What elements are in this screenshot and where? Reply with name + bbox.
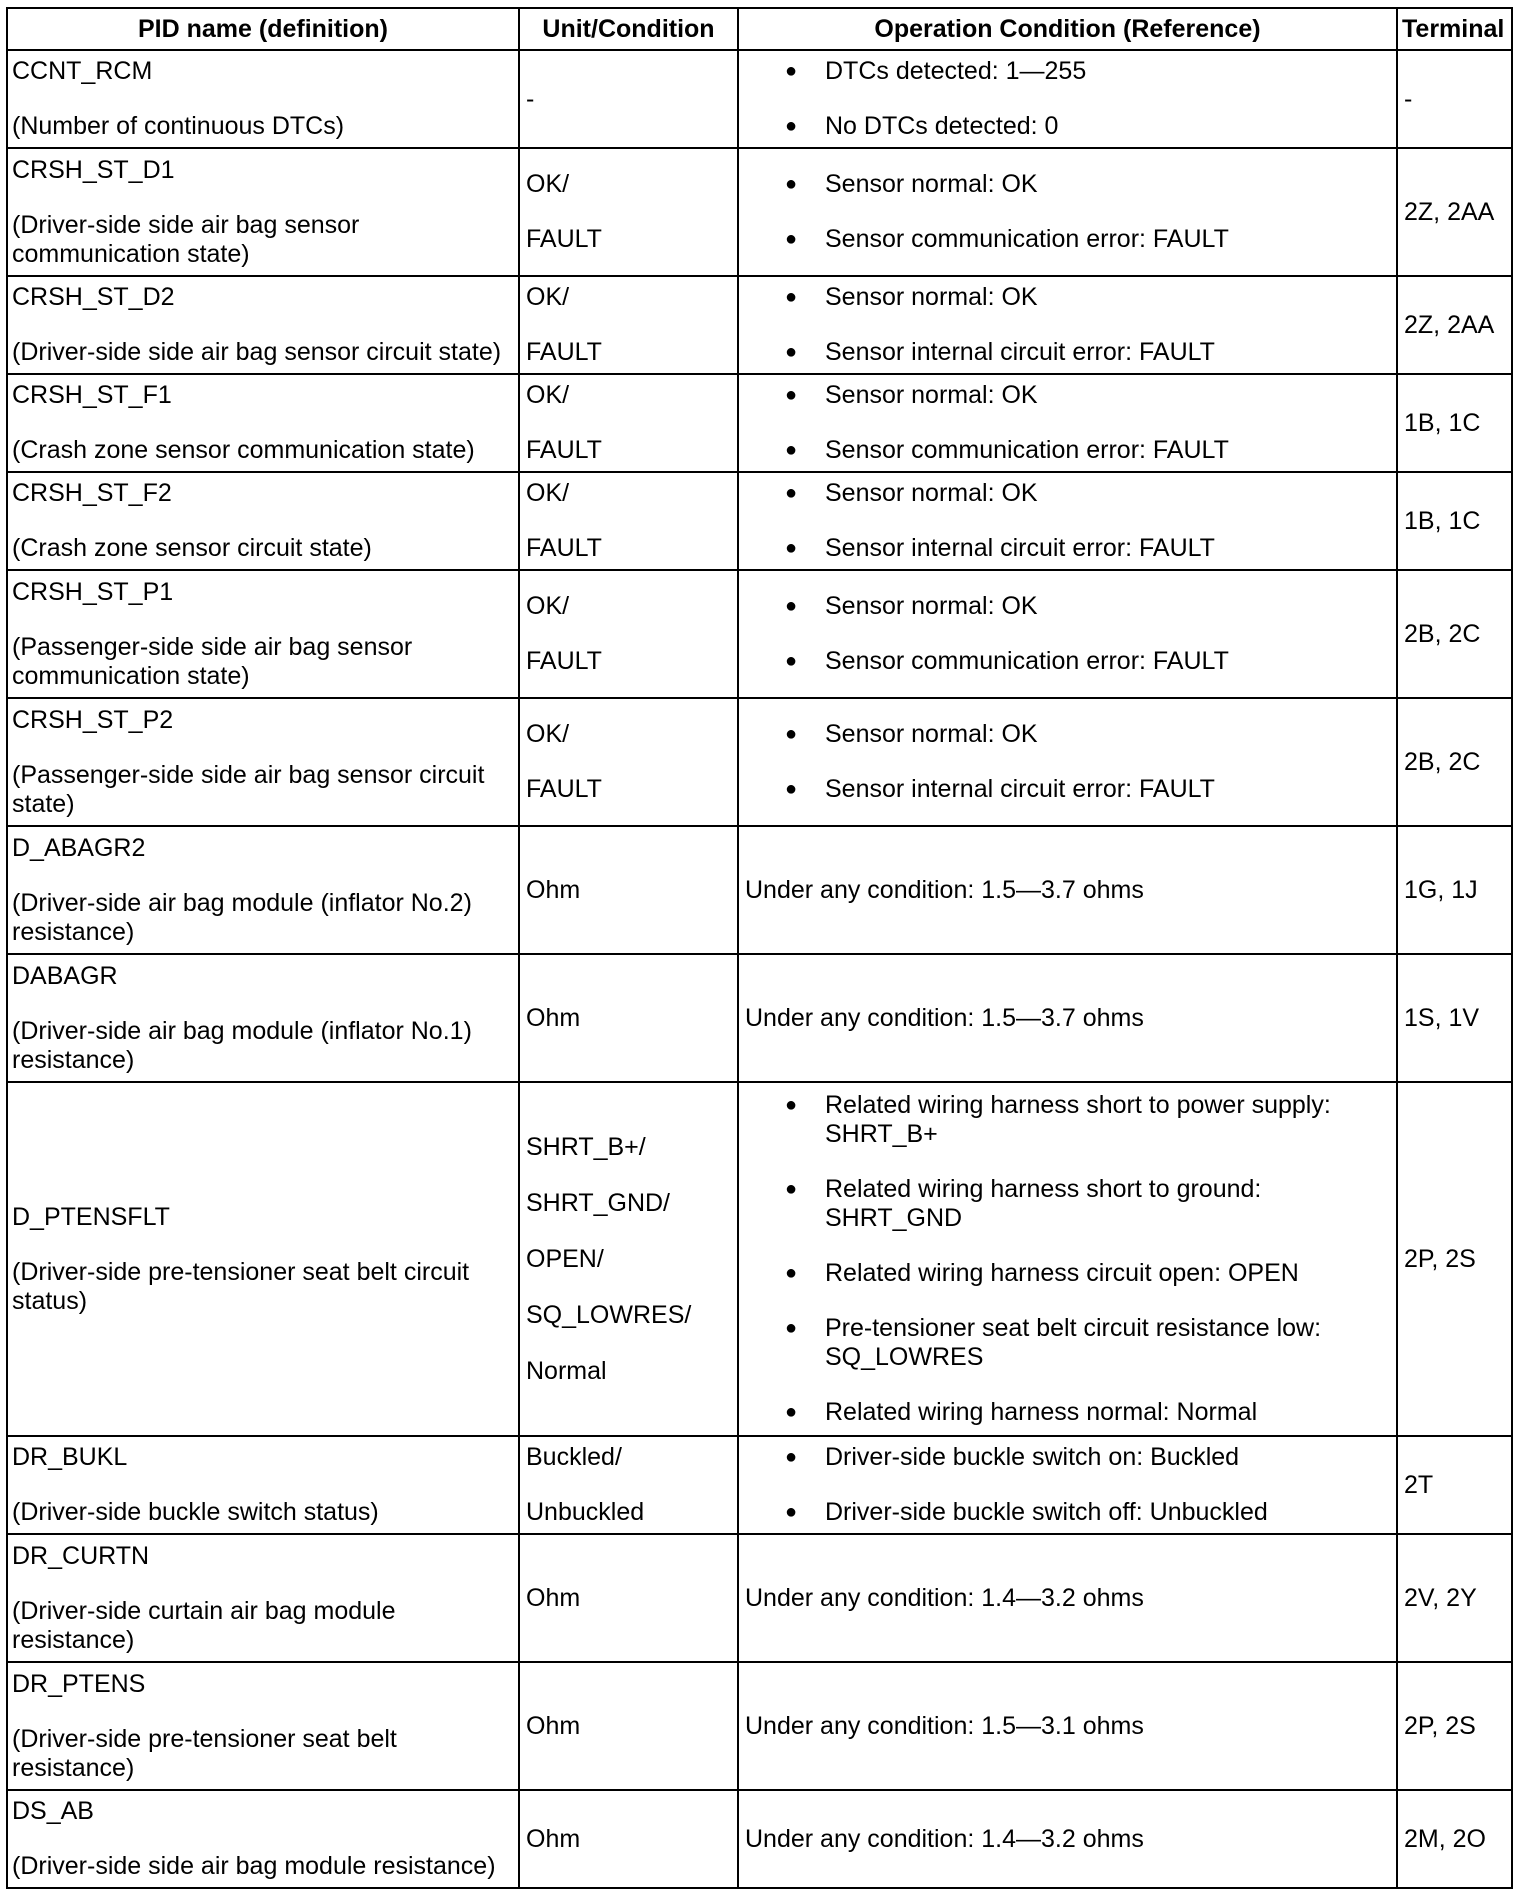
pid-definition: (Crash zone sensor circuit state): [12, 534, 372, 562]
operation-item: ● DTCs detected: 1—255: [785, 57, 1390, 86]
pid-cell: [7, 1436, 519, 1534]
operation-cell: [738, 954, 1397, 1082]
operation-cell: [738, 472, 1397, 570]
operation-item: ● Pre-tensioner seat belt circuit resistance low: SQ_LOWRES: [785, 1314, 1390, 1372]
unit-stack: [526, 592, 731, 676]
unit-value: SQ_LOWRES/: [526, 1300, 692, 1329]
operation-item: ● Sensor communication error: FAULT: [785, 647, 1390, 676]
terminal-cell: 1S, 1V: [1397, 954, 1512, 1082]
table-row: [7, 374, 1512, 472]
unit-value: OPEN/: [526, 1244, 604, 1273]
unit-value: SHRT_B+/: [526, 1132, 646, 1161]
header-terminal: Terminal: [1397, 8, 1512, 50]
operation-item: ● Sensor internal circuit error: FAULT: [785, 775, 1390, 804]
operation-item: ● Related wiring harness short to ground: SHRT_GND: [785, 1175, 1390, 1233]
operation-text: Under any condition: 1.5—3.7 ohms: [745, 875, 1144, 904]
operation-item: ● Sensor internal circuit error: FAULT: [785, 338, 1390, 367]
unit-value: FAULT: [526, 534, 602, 562]
table-row: [7, 472, 1512, 570]
table-row: [7, 50, 1512, 148]
operation-item: ● Driver-side buckle switch on: Buckled: [785, 1443, 1390, 1472]
pid-stack: [12, 57, 512, 141]
table-body: [7, 50, 1512, 1888]
table-row: [7, 148, 1512, 276]
unit-value: OK/: [526, 592, 570, 620]
operation-list: [745, 479, 1390, 563]
header-pid: PID name (definition): [7, 8, 519, 50]
pid-stack: [12, 1443, 512, 1527]
terminal-cell: 2P, 2S: [1397, 1662, 1512, 1790]
pid-definition: (Driver-side side air bag module resistance): [12, 1852, 496, 1880]
pid-definition: (Passenger-side side air bag sensor communication state): [12, 632, 413, 690]
operation-cell: [738, 1790, 1397, 1888]
unit-cell: [519, 276, 738, 374]
pid-definition: (Driver-side curtain air bag module resistance): [12, 1596, 396, 1654]
unit-stack: [526, 283, 731, 367]
terminal-cell: 2V, 2Y: [1397, 1534, 1512, 1662]
operation-list: [745, 720, 1390, 804]
unit-value: FAULT: [526, 775, 602, 803]
pid-name: DR_PTENS: [12, 1669, 146, 1698]
unit-value: Ohm: [526, 1003, 581, 1032]
unit-cell: [519, 1534, 738, 1662]
operation-text: Under any condition: 1.4—3.2 ohms: [745, 1824, 1144, 1853]
pid-definition: (Number of continuous DTCs): [12, 112, 345, 140]
unit-value: FAULT: [526, 436, 602, 464]
pid-cell: [7, 374, 519, 472]
pid-stack: [12, 381, 512, 465]
pid-stack: [12, 479, 512, 563]
operation-cell: [738, 50, 1397, 148]
operation-list: [745, 170, 1390, 254]
pid-cell: [7, 570, 519, 698]
unit-stack: [526, 381, 731, 465]
terminal-cell: 2Z, 2AA: [1397, 148, 1512, 276]
unit-cell: [519, 1082, 738, 1436]
unit-cell: [519, 954, 738, 1082]
pid-definition: (Driver-side air bag module (inflator No.2) resistance): [12, 888, 472, 946]
pid-definition: (Driver-side air bag module (inflator No.1) resistance): [12, 1016, 472, 1074]
unit-cell: [519, 472, 738, 570]
table-row: [7, 698, 1512, 826]
terminal-cell: 2P, 2S: [1397, 1082, 1512, 1436]
table-row: [7, 570, 1512, 698]
unit-value: Ohm: [526, 1583, 581, 1612]
operation-item: ● Sensor normal: OK: [785, 381, 1390, 410]
operation-item: ● Sensor communication error: FAULT: [785, 436, 1390, 465]
operation-item: ● Related wiring harness short to power supply: SHRT_B+: [785, 1091, 1390, 1149]
unit-cell: [519, 148, 738, 276]
pid-name: CRSH_ST_F1: [12, 381, 172, 409]
table-row: [7, 954, 1512, 1082]
unit-cell: [519, 1436, 738, 1534]
pid-stack: [12, 1670, 512, 1783]
pid-definition: (Driver-side buckle switch status): [12, 1498, 379, 1526]
unit-stack: [526, 85, 731, 114]
unit-value: -: [526, 84, 535, 113]
operation-list: [745, 1443, 1390, 1527]
pid-stack: [12, 578, 512, 691]
pid-name: CRSH_ST_D2: [12, 283, 175, 311]
pid-definition: (Driver-side pre-tensioner seat belt circuit status): [12, 1257, 470, 1315]
unit-stack: [526, 876, 731, 905]
pid-name: DR_CURTN: [12, 1541, 150, 1570]
unit-value: Ohm: [526, 875, 581, 904]
operation-cell: [738, 1436, 1397, 1534]
pid-stack: [12, 834, 512, 947]
operation-item: ● Sensor normal: OK: [785, 592, 1390, 621]
pid-cell: [7, 276, 519, 374]
unit-cell: [519, 1662, 738, 1790]
operation-item: ● Driver-side buckle switch off: Unbuckled: [785, 1498, 1390, 1527]
unit-value: Buckled/: [526, 1443, 622, 1471]
pid-stack: [12, 706, 512, 819]
terminal-cell: 1B, 1C: [1397, 472, 1512, 570]
pid-definition: (Passenger-side side air bag sensor circuit state): [12, 760, 485, 818]
pid-name: CRSH_ST_D1: [12, 155, 175, 184]
terminal-cell: 1G, 1J: [1397, 826, 1512, 954]
pid-stack: [12, 283, 512, 367]
pid-name: CRSH_ST_P1: [12, 577, 174, 606]
unit-value: Normal: [526, 1356, 607, 1385]
operation-cell: [738, 570, 1397, 698]
header-operation: Operation Condition (Reference): [738, 8, 1397, 50]
operation-cell: [738, 1662, 1397, 1790]
unit-stack: [526, 1004, 731, 1033]
terminal-cell: 2Z, 2AA: [1397, 276, 1512, 374]
unit-cell: [519, 570, 738, 698]
pid-definition: (Driver-side side air bag sensor communication state): [12, 210, 360, 268]
terminal-cell: 2B, 2C: [1397, 698, 1512, 826]
pid-name: CRSH_ST_P2: [12, 705, 174, 734]
unit-stack: [526, 1712, 731, 1741]
operation-cell: [738, 1534, 1397, 1662]
unit-value: Unbuckled: [526, 1498, 645, 1526]
operation-cell: [738, 276, 1397, 374]
pid-cell: [7, 472, 519, 570]
pid-cell: [7, 954, 519, 1082]
unit-stack: [526, 1133, 731, 1386]
unit-value: Ohm: [526, 1824, 581, 1853]
pid-stack: [12, 962, 512, 1075]
pid-cell: [7, 148, 519, 276]
terminal-cell: 2M, 2O: [1397, 1790, 1512, 1888]
operation-list: [745, 592, 1390, 676]
pid-cell: [7, 50, 519, 148]
table-row: [7, 276, 1512, 374]
table-header-row: [7, 8, 1512, 50]
unit-value: OK/: [526, 381, 570, 409]
unit-value: OK/: [526, 479, 570, 507]
operation-cell: [738, 698, 1397, 826]
unit-stack: [526, 479, 731, 563]
operation-item: ● Sensor normal: OK: [785, 283, 1390, 312]
unit-stack: [526, 1825, 731, 1854]
pid-name: D_PTENSFLT: [12, 1202, 170, 1231]
table-row: [7, 1790, 1512, 1888]
operation-item: ● Sensor internal circuit error: FAULT: [785, 534, 1390, 563]
operation-text: Under any condition: 1.5—3.1 ohms: [745, 1711, 1144, 1740]
pid-cell: [7, 826, 519, 954]
operation-cell: [738, 148, 1397, 276]
table-row: [7, 1436, 1512, 1534]
unit-value: OK/: [526, 170, 570, 198]
pid-name: CRSH_ST_F2: [12, 479, 172, 507]
operation-text: Under any condition: 1.5—3.7 ohms: [745, 1003, 1144, 1032]
operation-item: ● No DTCs detected: 0: [785, 112, 1390, 141]
unit-cell: [519, 50, 738, 148]
pid-stack: [12, 1542, 512, 1655]
unit-value: OK/: [526, 720, 570, 748]
operation-item: ● Sensor communication error: FAULT: [785, 225, 1390, 254]
unit-cell: [519, 826, 738, 954]
pid-definition: (Driver-side pre-tensioner seat belt resistance): [12, 1724, 397, 1782]
pid-cell: [7, 1790, 519, 1888]
operation-cell: [738, 1082, 1397, 1436]
operation-list: [745, 381, 1390, 465]
unit-stack: [526, 170, 731, 254]
operation-text: Under any condition: 1.4—3.2 ohms: [745, 1583, 1144, 1612]
pid-table: [6, 7, 1513, 1889]
unit-value: FAULT: [526, 225, 602, 253]
pid-name: D_ABAGR2: [12, 833, 146, 862]
operation-item: ● Related wiring harness circuit open: OPEN: [785, 1259, 1390, 1288]
table-row: [7, 1082, 1512, 1436]
pid-stack: [12, 156, 512, 269]
pid-stack: [12, 1797, 512, 1881]
operation-cell: [738, 826, 1397, 954]
terminal-cell: 2T: [1397, 1436, 1512, 1534]
unit-value: Ohm: [526, 1711, 581, 1740]
unit-value: FAULT: [526, 338, 602, 366]
operation-list: [745, 57, 1390, 141]
unit-stack: [526, 720, 731, 804]
pid-stack: [12, 1203, 512, 1316]
unit-cell: [519, 1790, 738, 1888]
unit-value: FAULT: [526, 647, 602, 675]
terminal-cell: -: [1397, 50, 1512, 148]
pid-name: DABAGR: [12, 961, 118, 990]
table-row: [7, 1534, 1512, 1662]
pid-cell: [7, 1662, 519, 1790]
operation-item: ● Sensor normal: OK: [785, 170, 1390, 199]
table-row: [7, 1662, 1512, 1790]
pid-cell: [7, 1082, 519, 1436]
operation-item: ● Sensor normal: OK: [785, 479, 1390, 508]
terminal-cell: 1B, 1C: [1397, 374, 1512, 472]
table-row: [7, 826, 1512, 954]
operation-item: ● Related wiring harness normal: Normal: [785, 1398, 1390, 1427]
operation-cell: [738, 374, 1397, 472]
pid-definition: (Driver-side side air bag sensor circuit state): [12, 338, 502, 366]
pid-cell: [7, 1534, 519, 1662]
unit-stack: [526, 1584, 731, 1613]
unit-value: SHRT_GND/: [526, 1188, 671, 1217]
operation-item: ● Sensor normal: OK: [785, 720, 1390, 749]
pid-name: DS_AB: [12, 1797, 94, 1825]
unit-cell: [519, 698, 738, 826]
pid-cell: [7, 698, 519, 826]
pid-name: CCNT_RCM: [12, 57, 153, 85]
unit-cell: [519, 374, 738, 472]
pid-name: DR_BUKL: [12, 1443, 128, 1471]
pid-definition: (Crash zone sensor communication state): [12, 436, 475, 464]
unit-value: OK/: [526, 283, 570, 311]
unit-stack: [526, 1443, 731, 1527]
operation-list: [745, 283, 1390, 367]
terminal-cell: 2B, 2C: [1397, 570, 1512, 698]
header-unit: Unit/Condition: [519, 8, 738, 50]
operation-list: [745, 1091, 1390, 1427]
